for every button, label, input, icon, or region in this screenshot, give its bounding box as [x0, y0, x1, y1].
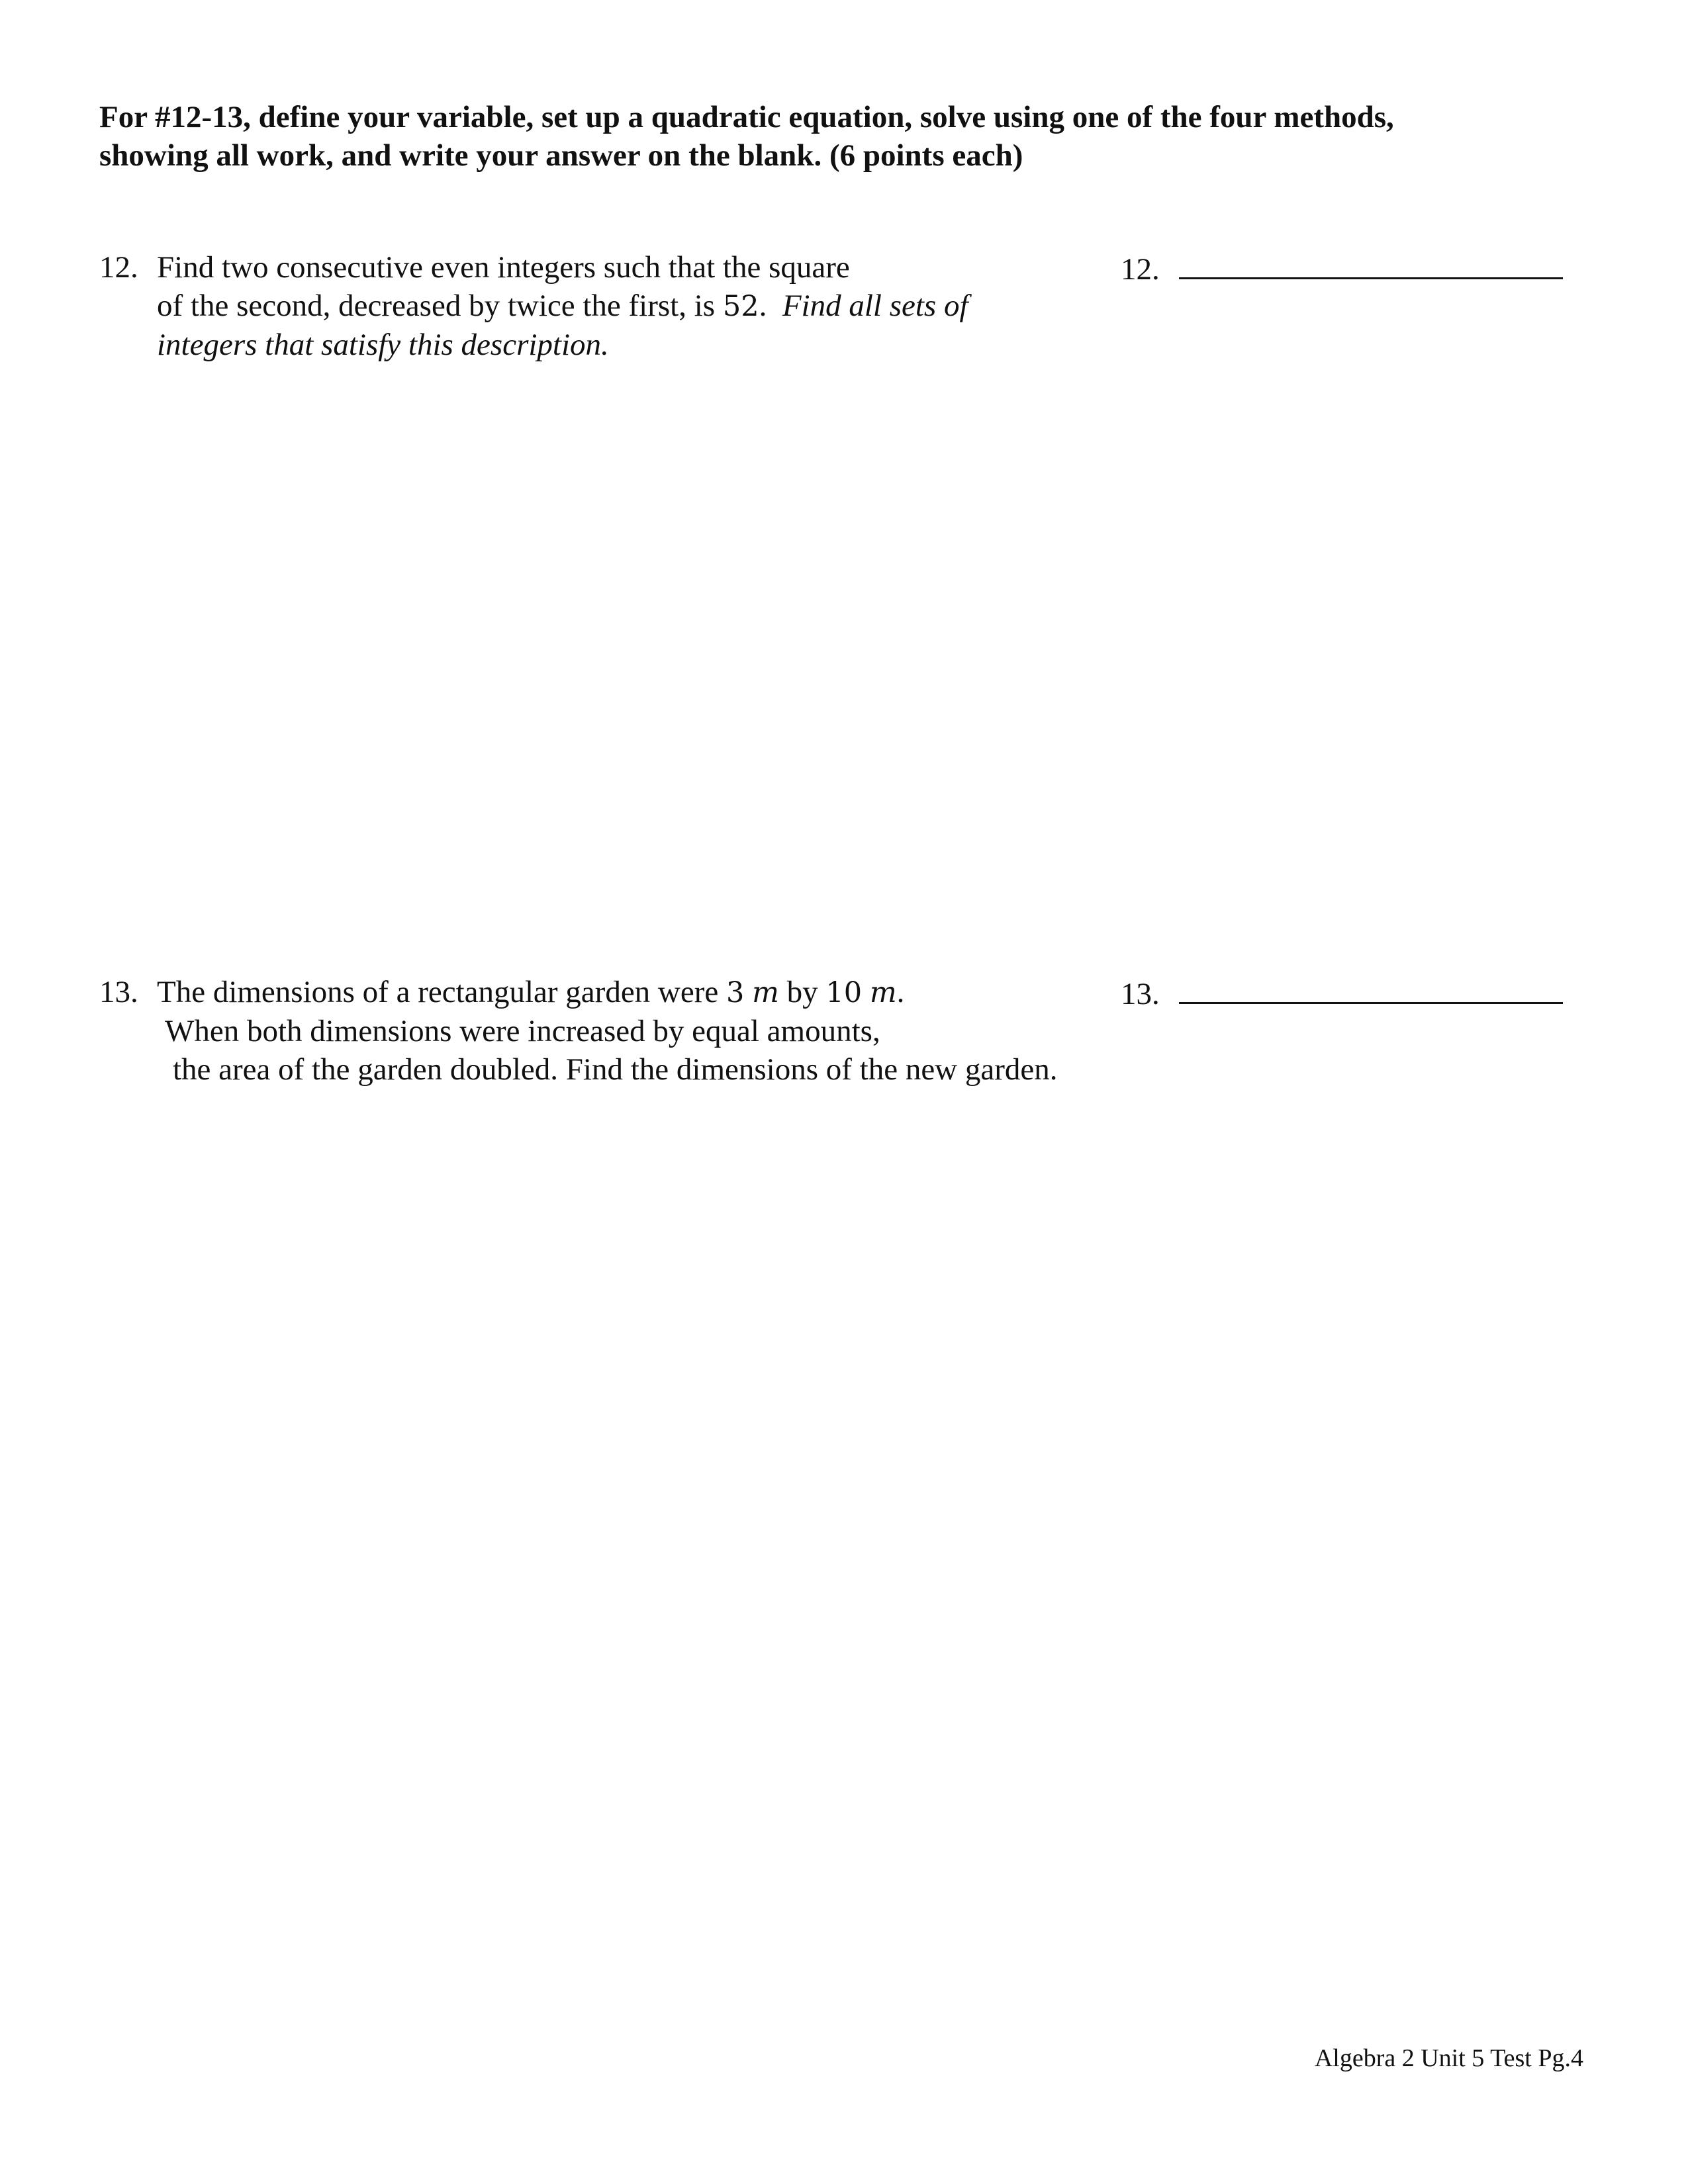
answer-13-label: 13. [1121, 977, 1160, 1011]
problem-12-value: 52 [722, 290, 759, 323]
problem-13-period: . [896, 975, 905, 1009]
problem-12-text-1: Find two consecutive even integers such that the square [157, 250, 850, 285]
problem-13-text-1a: The dimensions of a rectangular garden were [157, 975, 726, 1009]
answer-12 [1121, 248, 1563, 289]
problem-13 [99, 973, 1158, 1089]
answer-12-blank[interactable] [1179, 248, 1563, 279]
problem-13-line-2: When both dimensions were increased by equal amounts, [165, 1014, 880, 1048]
instructions [99, 98, 1556, 175]
problem-12-line-2 [99, 287, 1158, 326]
answer-13 [1121, 973, 1563, 1013]
problem-13-unit-1: m [752, 976, 779, 1009]
problem-12-italic-1: Find all sets of [782, 289, 968, 323]
problem-12-number: 12. [99, 250, 138, 285]
problem-13-unit-2: m [869, 976, 897, 1009]
problem-13-value-2: 10 [825, 976, 863, 1009]
problem-12-period: . [759, 289, 782, 323]
problem-13-value-1: 3 [726, 976, 745, 1009]
problem-12-line-1 [99, 248, 1158, 287]
problem-12-text-2: of the second, decreased by twice the first, is [157, 289, 723, 323]
answer-12-label: 12. [1121, 252, 1160, 287]
problem-13-number: 13. [99, 975, 138, 1009]
page-footer: Algebra 2 Unit 5 Test Pg.4 [1314, 2044, 1583, 2072]
problem-12-line-3 [99, 326, 1158, 364]
problem-12 [99, 248, 1158, 364]
problem-13-line-3: the area of the garden doubled. Find the dimensions of the new garden. [173, 1052, 1058, 1087]
problem-13-by: by [778, 975, 826, 1009]
problem-13-line-1 [99, 973, 1158, 1012]
instructions-line-2: showing all work, and write your answer on the blank. (6 points each) [99, 138, 1023, 173]
instructions-line-1: For #12-13, define your variable, set up a quadratic equation, solve using one of the four methods, [99, 100, 1394, 134]
answer-13-blank[interactable] [1179, 973, 1563, 1004]
problem-12-italic-2: integers that satisfy this description. [157, 328, 609, 362]
